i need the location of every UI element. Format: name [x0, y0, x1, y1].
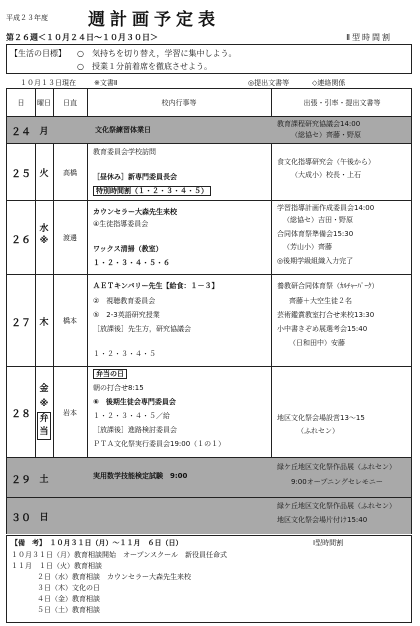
document-header	[6, 5, 412, 30]
event-line: ④生徒指導委員会	[93, 220, 149, 228]
event-line: ［昼休み］新専門委員長会	[93, 173, 177, 181]
legend-contact: ◇連絡関係	[312, 79, 346, 87]
header-weekday: 曜日	[37, 98, 51, 107]
table-header-row	[7, 89, 411, 116]
event-line: ⑥ 後期生徒会専門委員会	[93, 398, 176, 406]
event-line: ⑤ 2-3英語研究授業	[93, 311, 160, 319]
week-label: 第２６週＜１０月２４日～１０月３０日＞	[6, 33, 158, 42]
goal-item: ○ 気持ちを切り替え，学習に集中しよう。	[77, 49, 237, 58]
row-weekday: 金 ※ 弁 当	[35, 367, 53, 458]
row-weekday: 木	[39, 317, 49, 328]
row-date: ３０	[11, 512, 31, 524]
outside-line: 合同体育祭準備会15:30	[277, 230, 354, 238]
as-of-date: １０月１３日現在	[20, 79, 76, 87]
event-line: １・２・３・４・５	[93, 350, 156, 358]
remark-line: １１月 １日（火）教育相談	[11, 562, 102, 570]
bento-day-mark: 弁 当	[37, 412, 51, 440]
legend-document: ※文書Ⅱ	[94, 79, 118, 87]
special-schedule-tag: 特別時間割（１・２・３・４・５）	[93, 186, 211, 196]
outside-line: 地区文化祭会場設営13～15	[277, 414, 365, 422]
event-line: ＰＴＡ文化祭実行委員会19:00（１の１）	[93, 440, 226, 448]
row-date: ２４	[11, 127, 31, 138]
outside-line: （日和田中）安藤	[289, 339, 345, 347]
event-line: ［放課後］進路検討委員会	[93, 426, 177, 434]
event-line: １・２・３・４・５／給	[93, 412, 170, 420]
outside-line: （大成小）校長・上石	[291, 171, 361, 179]
goals-label: 【生活の目標】	[10, 49, 66, 58]
row-date: ２６	[11, 234, 31, 246]
row-duty: 橋本	[63, 317, 77, 325]
row-weekday: 月	[39, 127, 49, 137]
outside-line: （芳山小）齊藤	[283, 243, 332, 251]
header-duty: 日直	[63, 98, 77, 107]
outside-line: 小中書きぞめ展選考会15:40	[277, 325, 368, 333]
schedule-type: Ⅱ型時間割	[346, 33, 392, 42]
event-line: ＡＥＴキンバリー先生【給食：１－３】	[93, 282, 219, 290]
row-weekday: 火	[39, 169, 49, 179]
event-line: カウンセラー大森先生来校	[93, 208, 177, 216]
remark-line: ３日（木）文化の日	[37, 584, 100, 592]
event-line	[93, 370, 127, 379]
remark-line: ５日（土）教育相談	[37, 606, 100, 614]
outside-line: 地区文化祭会場片付け15:40	[277, 516, 368, 524]
row-date: ２７	[11, 317, 31, 329]
event-line: １・２・３・４・５・６	[93, 259, 170, 267]
remarks-box	[6, 535, 412, 623]
outside-line: 養教研合同体育祭（ｶﾙﾁｬｰﾊﾟｰｸ）	[277, 282, 379, 290]
event-line: 文化祭練習体業日	[95, 126, 151, 134]
legend-line	[6, 76, 412, 88]
table-row	[7, 366, 411, 458]
row-weekday: 土	[39, 474, 49, 485]
outside-line: 9:00オープニングセレモニー	[291, 478, 383, 486]
remark-line: ４日（金）教育相談	[37, 595, 100, 603]
goal-item: ○ 授業１分前着席を徹底させよう。	[77, 62, 212, 71]
outside-line: 芸術鑑賞教室打合せ来校13:30	[277, 311, 375, 319]
table-row	[7, 274, 411, 367]
week-line	[6, 32, 414, 44]
outside-line: 緑ケ丘地区文化祭作品展（ふれセン）	[277, 463, 396, 471]
event-line: ワックス清掃（教室）	[93, 245, 163, 253]
remark-line: ２日（水）教育相談 カウンセラー大森先生来校	[37, 573, 191, 581]
header-events: 校内行事等	[161, 98, 197, 107]
event-line: ［放課後］先生方，研究協議会	[93, 325, 191, 333]
table-row	[7, 457, 411, 498]
outside-line: 齊藤＋大空生徒２名	[289, 297, 352, 305]
row-date: ２９	[11, 474, 31, 486]
era-label: 平成２３年度	[6, 14, 48, 22]
event-line: 実用数学技能検定試験 9:00	[93, 472, 188, 480]
remarks-schedule-type: Ⅰ型時間割	[313, 539, 344, 547]
row-weekday: 水 ※	[39, 224, 49, 246]
row-weekday: 日	[39, 512, 49, 523]
remark-line: １０月３１日（月）教育相談開始 オープンスクール 新役員任命式	[11, 551, 228, 559]
table-row	[7, 497, 411, 534]
legend-submission: ◎提出文書等	[248, 79, 290, 87]
table-row	[7, 200, 411, 275]
header-date: 日	[17, 98, 25, 107]
outside-line: （総協セ）齊藤・野原	[291, 131, 361, 139]
table-row	[7, 143, 411, 201]
outside-line: ◎後期学級組織入力完了	[277, 257, 354, 265]
event-line: 教育委員会学校訪問	[93, 148, 156, 156]
row-date: ２８	[11, 409, 31, 420]
page-title: 週計画予定表	[88, 10, 220, 30]
outside-line: 教育課程研究協議会14:00	[277, 120, 361, 128]
row-duty: 高橋	[63, 168, 77, 177]
header-outside: 出張・引率・提出文書等	[303, 98, 381, 107]
event-line: ② 視聴教育委員会	[93, 297, 156, 305]
row-duty: 岩本	[63, 408, 77, 417]
table-row	[7, 116, 411, 144]
outside-line: 食文化指導研究会（午後から）	[277, 158, 375, 166]
event-line: 朝の打合せ8:15	[93, 384, 144, 392]
remarks-heading: 【備 考】 １０月３１日（月）～１１月 ６日（日）	[11, 539, 183, 547]
outside-line: 学習指導計画作成委員会14:00	[277, 204, 375, 212]
outside-line: （総協セ）吉田・野原	[283, 216, 353, 224]
outside-line: （ふれセン）	[297, 427, 339, 435]
event-line	[93, 187, 211, 196]
life-goals-box	[6, 44, 412, 74]
outside-line: 緑ケ丘地区文化祭作品展（ふれセン）	[277, 502, 396, 510]
row-date: ２５	[11, 169, 31, 180]
weekly-schedule-table	[6, 88, 412, 534]
bento-day-tag: 弁当の日	[93, 369, 127, 379]
row-duty: 渡邊	[63, 234, 77, 242]
